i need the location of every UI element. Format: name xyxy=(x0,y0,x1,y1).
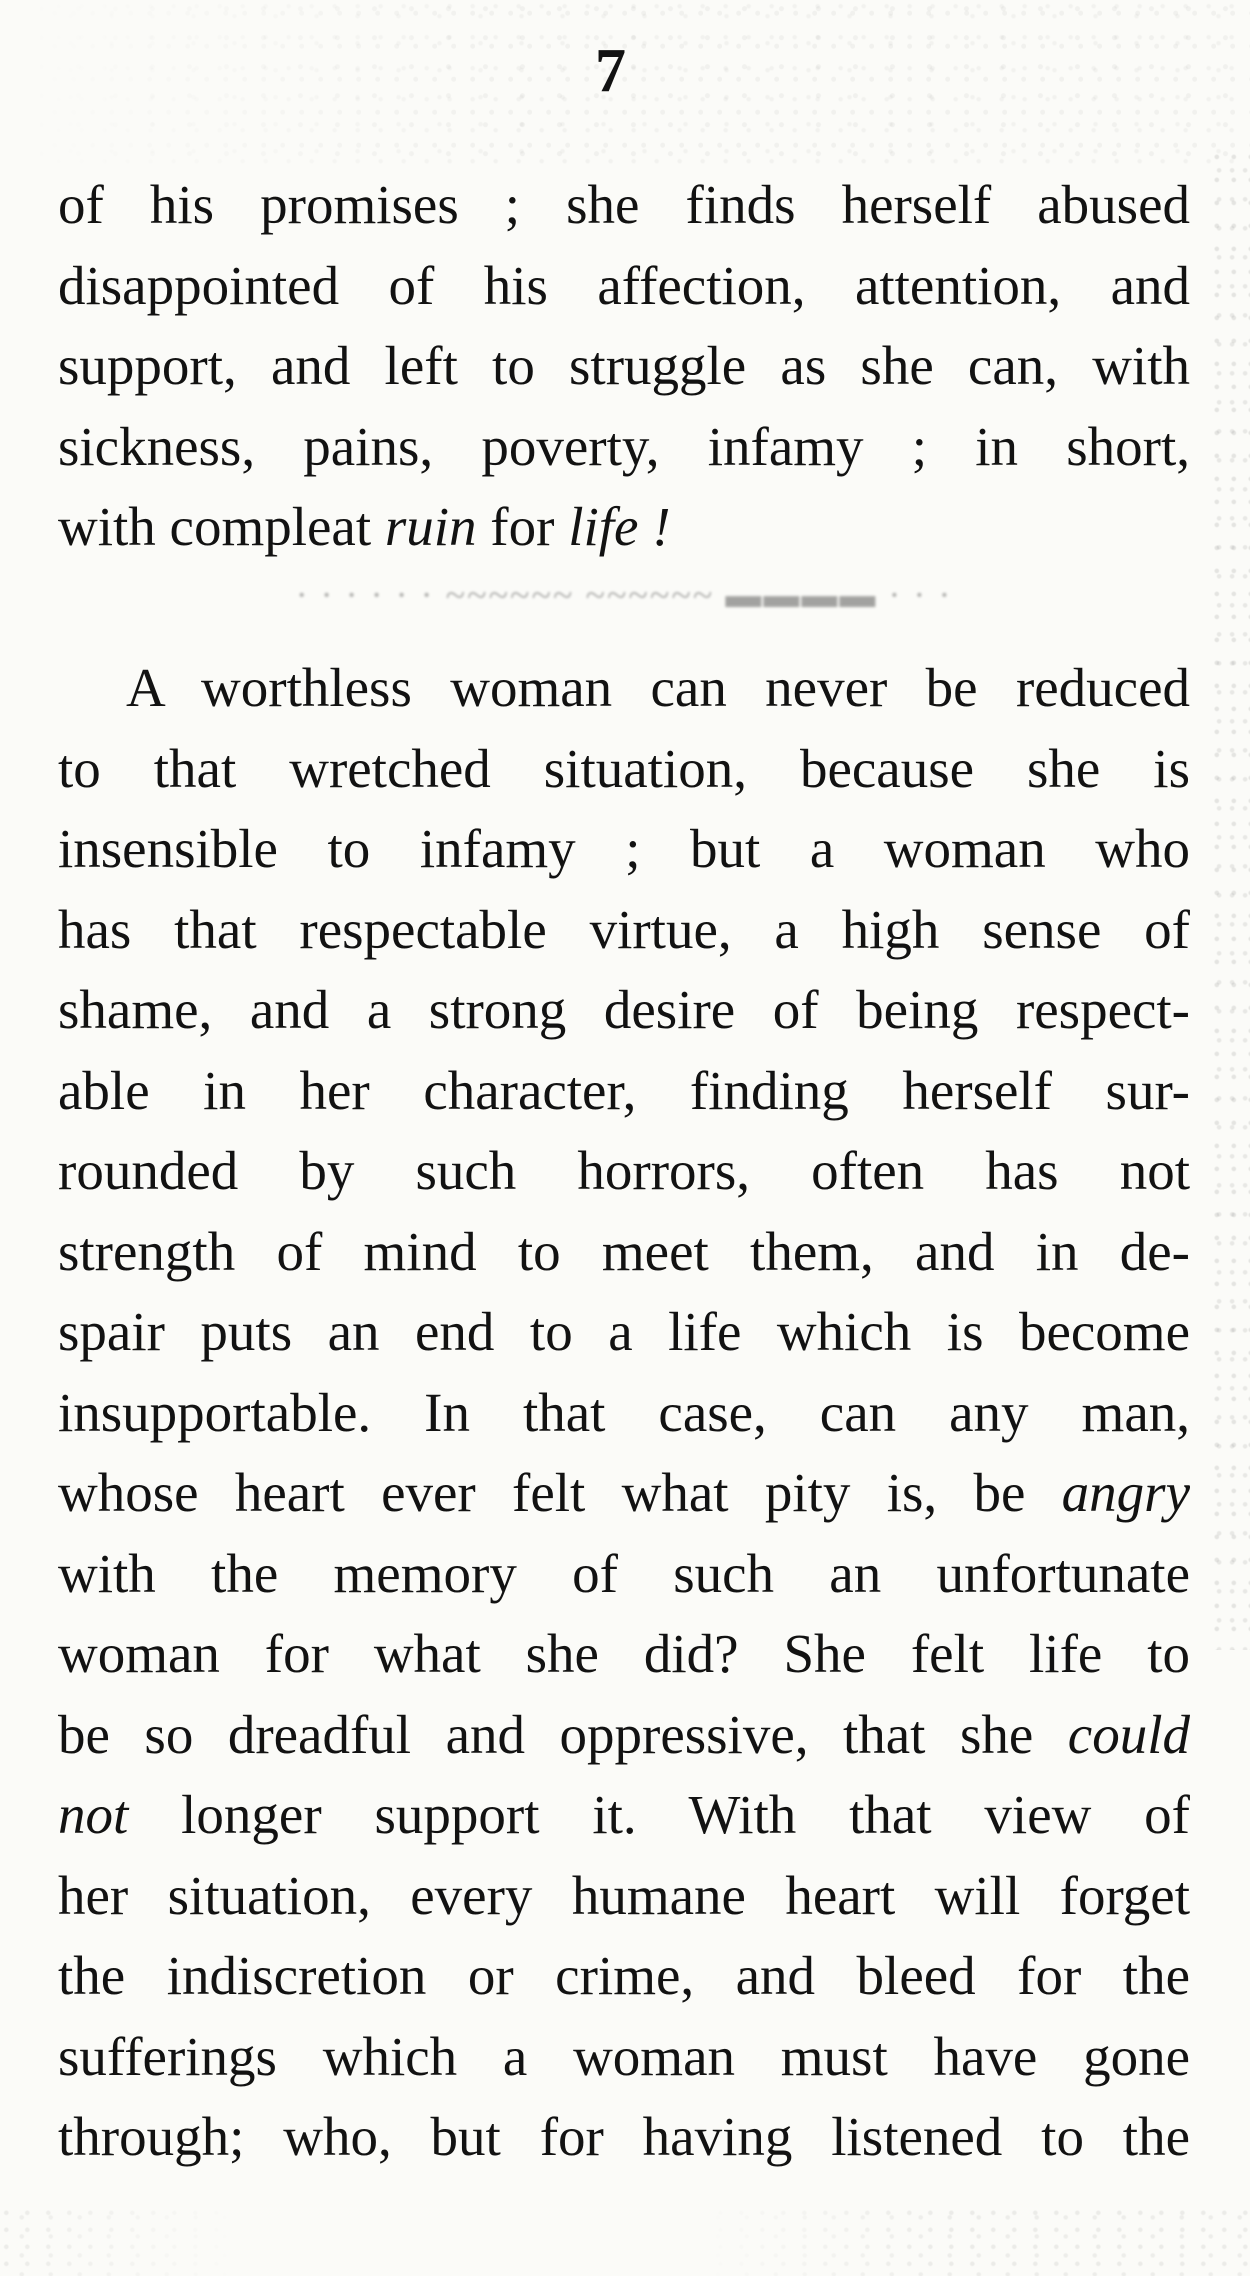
text-line xyxy=(58,1695,1190,1776)
text-segment: be so dreadful and oppressive, that she xyxy=(58,1703,1068,1765)
text-line: sufferings which a woman must have gone xyxy=(58,2025,1190,2087)
text-line: the indiscretion or crime, and bleed for the xyxy=(58,1945,1190,2006)
italic-word-life: life ! xyxy=(568,496,671,557)
text-line xyxy=(58,1775,1190,1856)
text-line: to that wretched situation, because she is xyxy=(58,737,1190,799)
page-number: 7 xyxy=(595,37,626,105)
text-line: woman for what she did? She felt life to xyxy=(58,1623,1190,1684)
italic-word-ruin: ruin xyxy=(384,496,477,557)
text-line: with the memory of such an unfortunate xyxy=(58,1542,1190,1604)
text-line: shame, and a strong desire of being respect- xyxy=(58,979,1190,1040)
text-segment: with compleat xyxy=(58,496,385,557)
text-segment: for xyxy=(476,496,569,557)
scan-noise-right xyxy=(1210,150,1250,1650)
text-line: her situation, every humane heart will forget xyxy=(58,1864,1190,1926)
text-line: insupportable. In that case, can any man, xyxy=(58,1381,1190,1443)
text-line: disappointed of his affection, attention, and xyxy=(58,254,1190,316)
paragraph-1 xyxy=(58,165,1190,568)
paragraph-2 xyxy=(58,648,1190,2178)
text-segment: whose heart ever felt what pity is, be xyxy=(58,1462,1062,1523)
text-line: through; who, but for having listened to the xyxy=(58,2106,1190,2167)
text-line: support, and left to struggle as she can, with xyxy=(58,335,1190,396)
text-line xyxy=(58,487,1190,568)
text-line: of his promises ; she finds herself abused xyxy=(58,174,1190,235)
text-segment: longer support it. With that view of xyxy=(128,1784,1190,1845)
text-line: A worthless woman can never be reduced xyxy=(126,657,1190,718)
text-line: strength of mind to meet them, and in de- xyxy=(58,1220,1190,1282)
italic-word-angry: angry xyxy=(1061,1462,1190,1523)
text-line: spair puts an end to a life which is become xyxy=(58,1301,1190,1362)
text-line: able in her character, finding herself sur- xyxy=(58,1059,1190,1121)
show-through-bleed: · · · · · · ~~~~~~ ~~~~~~ ▬▬▬▬ · · · xyxy=(295,575,953,615)
text-line: sickness, pains, poverty, infamy ; in short, xyxy=(58,415,1190,477)
text-line: insensible to infamy ; but a woman who xyxy=(58,818,1190,879)
text-line: has that respectable virtue, a high sense of xyxy=(58,898,1190,960)
italic-word-could: could xyxy=(1067,1703,1190,1765)
italic-word-not: not xyxy=(58,1784,129,1845)
text-line xyxy=(58,1453,1190,1534)
text-line: rounded by such horrors, often has not xyxy=(58,1140,1190,1201)
scan-noise-bottom xyxy=(0,2206,1250,2276)
